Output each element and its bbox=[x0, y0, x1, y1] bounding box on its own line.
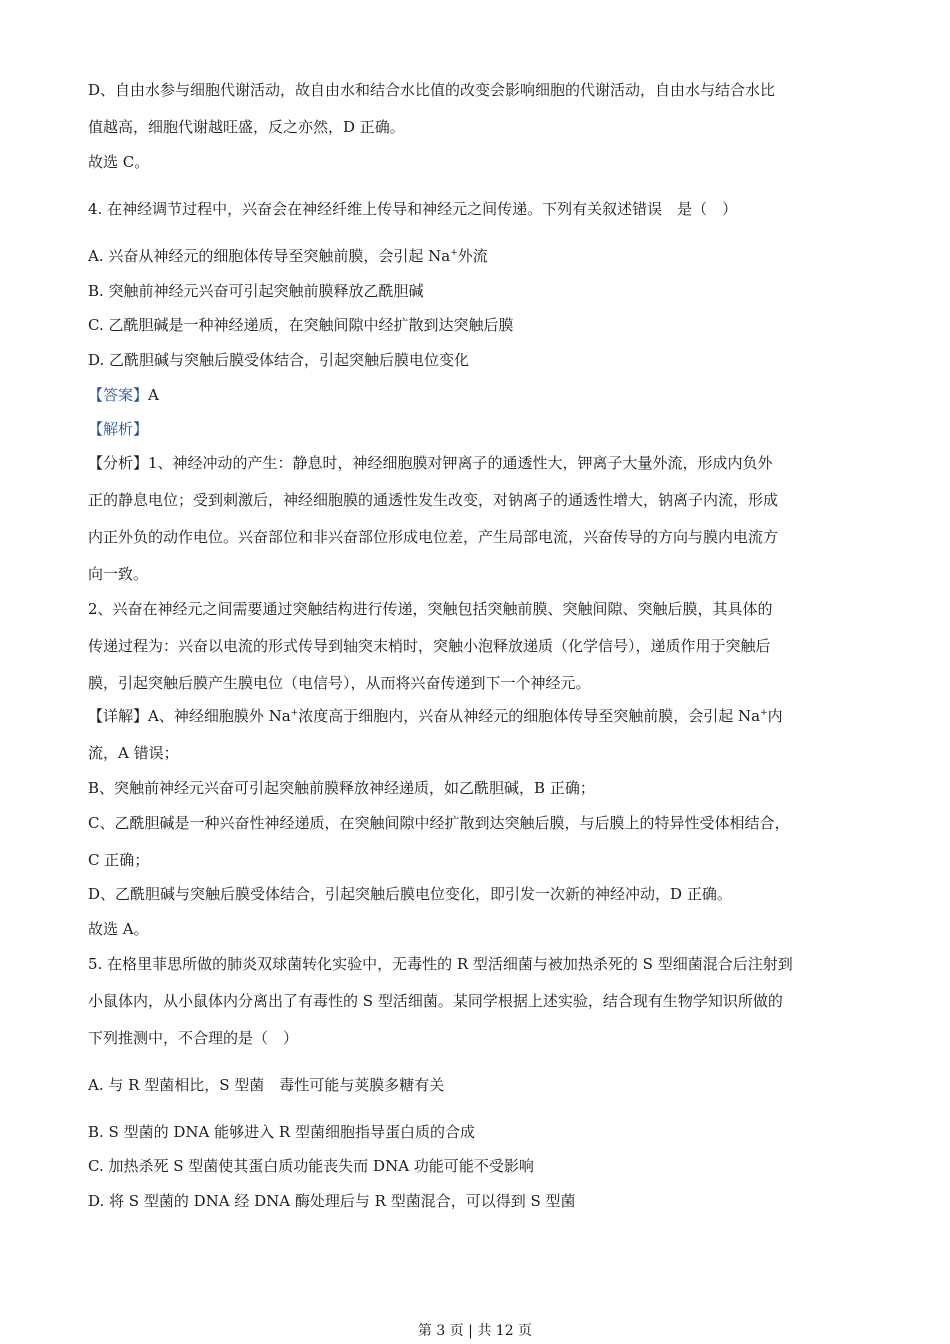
detail-text-a: 【详解】A、神经细胞膜外 Na bbox=[88, 707, 291, 725]
answer-line bbox=[88, 385, 159, 405]
detail-text-c: 内 bbox=[767, 707, 783, 725]
detail-line-5: C 正确； bbox=[88, 851, 150, 869]
detail-text-b: 浓度高于细胞内，兴奋从神经元的细胞体传导至突触前膜，会引起 Na bbox=[298, 707, 761, 725]
question-5-option-d: D. 将 S 型菌的 DNA 经 DNA 酶处理后与 R 型菌混合，可以得到 S 型菌 bbox=[88, 1192, 576, 1210]
superscript-plus: + bbox=[450, 248, 458, 258]
analysis-line-6: 传递过程为：兴奋以电流的形式传导到轴突末梢时，突触小泡释放递质（化学信号），递质作用于突触后 bbox=[88, 637, 771, 655]
detail-line-4: C、乙酰胆碱是一种兴奋性神经递质，在突触间隙中经扩散到达突触后膜，与后膜上的特异性受体相结合， bbox=[88, 814, 790, 832]
question-5-stem-line-1: 5. 在格里菲思所做的肺炎双球菌转化实验中，无毒性的 R 型活细菌与被加热杀死的 S 型细菌混合后注射到 bbox=[88, 955, 793, 973]
d-explanation-line-2: 值越高，细胞代谢越旺盛，反之亦然，D 正确。 bbox=[88, 118, 405, 136]
analysis-line-2: 正的静息电位；受到刺激后，神经细胞膜的通透性发生改变，对钠离子的通透性增大，钠离子内流，形成 bbox=[88, 491, 779, 509]
detail-line-6: D、乙酰胆碱与突触后膜受体结合，引起突触后膜电位变化，即引发一次新的神经冲动，D 正确。 bbox=[88, 885, 732, 903]
d-explanation-line-1: D、自由水参与细胞代谢活动，故自由水和结合水比值的改变会影响细胞的代谢活动，自由水与结合水比 bbox=[88, 81, 776, 99]
question-4-stem: 4. 在神经调节过程中，兴奋会在神经纤维上传导和神经元之间传递。下列有关叙述错误 是（ ） bbox=[88, 200, 738, 218]
question-4-option-d: D. 乙酰胆碱与突触后膜受体结合，引起突触后膜电位变化 bbox=[88, 351, 470, 369]
superscript-plus: + bbox=[290, 708, 299, 718]
jiexi-tag: 【解析】 bbox=[88, 420, 149, 438]
question-4-option-c: C. 乙酰胆碱是一种神经递质，在突触间隙中经扩散到达突触后膜 bbox=[88, 316, 514, 334]
detail-line-3: B、突触前神经元兴奋可引起突触前膜释放神经递质，如乙酰胆碱，B 正确； bbox=[88, 779, 595, 797]
analysis-line-7: 膜，引起突触后膜产生膜电位（电信号），从而将兴奋传递到下一个神经元。 bbox=[88, 674, 591, 692]
question-5-option-b: B. S 型菌的 DNA 能够进入 R 型菌细胞指导蛋白质的合成 bbox=[88, 1123, 475, 1141]
superscript-plus: + bbox=[760, 708, 768, 718]
detail-line-1 bbox=[88, 706, 783, 726]
option-a-text-end: 外流 bbox=[457, 247, 488, 265]
choose-c: 故选 C。 bbox=[88, 153, 150, 171]
analysis-line-4: 向一致。 bbox=[88, 565, 149, 583]
question-5-option-c: C. 加热杀死 S 型菌使其蛋白质功能丧失而 DNA 功能可能不受影响 bbox=[88, 1157, 534, 1175]
analysis-line-5: 2、兴奋在神经元之间需要通过突触结构进行传递，突触包括突触前膜、突触间隙、突触后膜，其具体的 bbox=[88, 600, 773, 618]
option-a-text: A. 兴奋从神经元的细胞体传导至突触前膜，会引起 Na bbox=[88, 247, 451, 265]
detail-line-2: 流，A 错误； bbox=[88, 744, 179, 762]
question-5-option-a: A. 与 R 型菌相比，S 型菌 毒性可能与荚膜多糖有关 bbox=[88, 1076, 445, 1094]
choose-a: 故选 A。 bbox=[88, 920, 149, 938]
question-4-option-a bbox=[88, 246, 488, 266]
analysis-line-3: 内正外负的动作电位。兴奋部位和非兴奋部位形成电位差，产生局部电流，兴奋传导的方向与膜内电流方 bbox=[88, 528, 779, 546]
question-4-option-b: B. 突触前神经元兴奋可引起突触前膜释放乙酰胆碱 bbox=[88, 282, 424, 300]
analysis-line-1: 【分析】1、神经冲动的产生：静息时，神经细胞膜对钾离子的通透性大，钾离子大量外流，形成内负外 bbox=[88, 454, 773, 472]
question-5-stem-line-2: 小鼠体内，从小鼠体内分离出了有毒性的 S 型活细菌。某同学根据上述实验，结合现有生物学知识所做的 bbox=[88, 992, 783, 1010]
page-footer: 第 3 页 | 共 12 页 bbox=[417, 1323, 533, 1339]
answer-value: A bbox=[148, 386, 159, 404]
question-5-stem-line-3: 下列推测中，不合理的是（ ） bbox=[88, 1029, 299, 1047]
answer-tag: 【答案】 bbox=[88, 386, 149, 404]
